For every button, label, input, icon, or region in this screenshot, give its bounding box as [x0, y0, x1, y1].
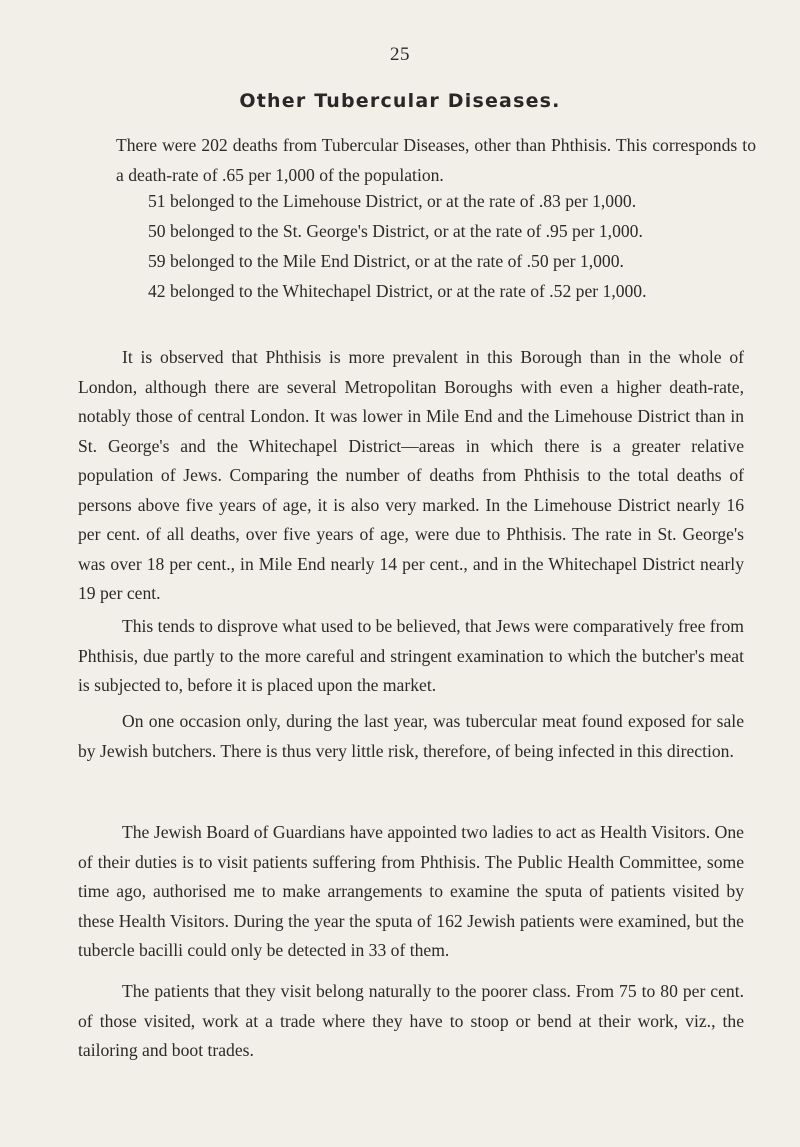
patients-class-paragraph: The patients that they visit belong naturally to the poorer class. From 75 to 80 per cent. of those visited, work at a trade where they have to stoop or bend at their work, viz., the tailoring and boot trades. [78, 981, 744, 1060]
section-title: Other Tubercular Diseases. [239, 90, 561, 112]
phthisis-prevalence-paragraph: It is observed that Phthisis is more prevalent in this Borough than in the whole of London, although there are several Metropolitan Boroughs with even a higher death-rate, notably those of central London. It was lower in Mile End and the Limehouse District than in St. George's and the Whitechapel District—areas in which there is a greater relative population of Jews. Comparing the number of deaths from Phthisis to the total deaths of persons above five years of age, it is also very marked. In the Limehouse District nearly 16 per cent. of all deaths, over five years of age, were due to Phthisis. The rate in St. George's was over 18 per cent., in Mile End nearly 14 per cent., and in the Whitechapel District nearly 19 per cent. [78, 347, 744, 603]
intro-paragraph: There were 202 deaths from Tubercular Diseases, other than Phthisis. This corresponds to a death-rate of .65 per 1,000 of the population. [116, 135, 756, 185]
district-list [148, 186, 768, 306]
page-number: 25 [390, 44, 410, 65]
district-item-st-georges: 50 belonged to the St. George's District, or at the rate of .95 per 1,000. [148, 221, 643, 241]
district-item-limehouse: 51 belonged to the Limehouse District, or at the rate of .83 per 1,000. [148, 191, 637, 211]
district-item-whitechapel: 42 belonged to the Whitechapel District, or at the rate of .52 per 1,000. [148, 281, 647, 301]
district-item-mile-end: 59 belonged to the Mile End District, or at the rate of .50 per 1,000. [148, 251, 624, 271]
health-visitors-paragraph: The Jewish Board of Guardians have appointed two ladies to act as Health Visitors. One of their duties is to visit patients suffering from Phthisis. The Public Health Committee, some time ago, authorised me to make arrangements to examine the sputa of patients visited by these Health Visitors. During the year the sputa of 162 Jewish patients were examined, but the tubercle bacilli could only be detected in 33 of them. [78, 822, 744, 960]
jews-phthisis-paragraph: This tends to disprove what used to be believed, that Jews were comparatively free from Phthisis, due partly to the more careful and stringent examination to which the butcher's meat is subjected to, before it is placed upon the market. [78, 616, 744, 695]
tubercular-meat-paragraph: On one occasion only, during the last year, was tubercular meat found exposed for sale by Jewish butchers. There is thus very little risk, therefore, of being infected in this direction. [78, 711, 744, 761]
